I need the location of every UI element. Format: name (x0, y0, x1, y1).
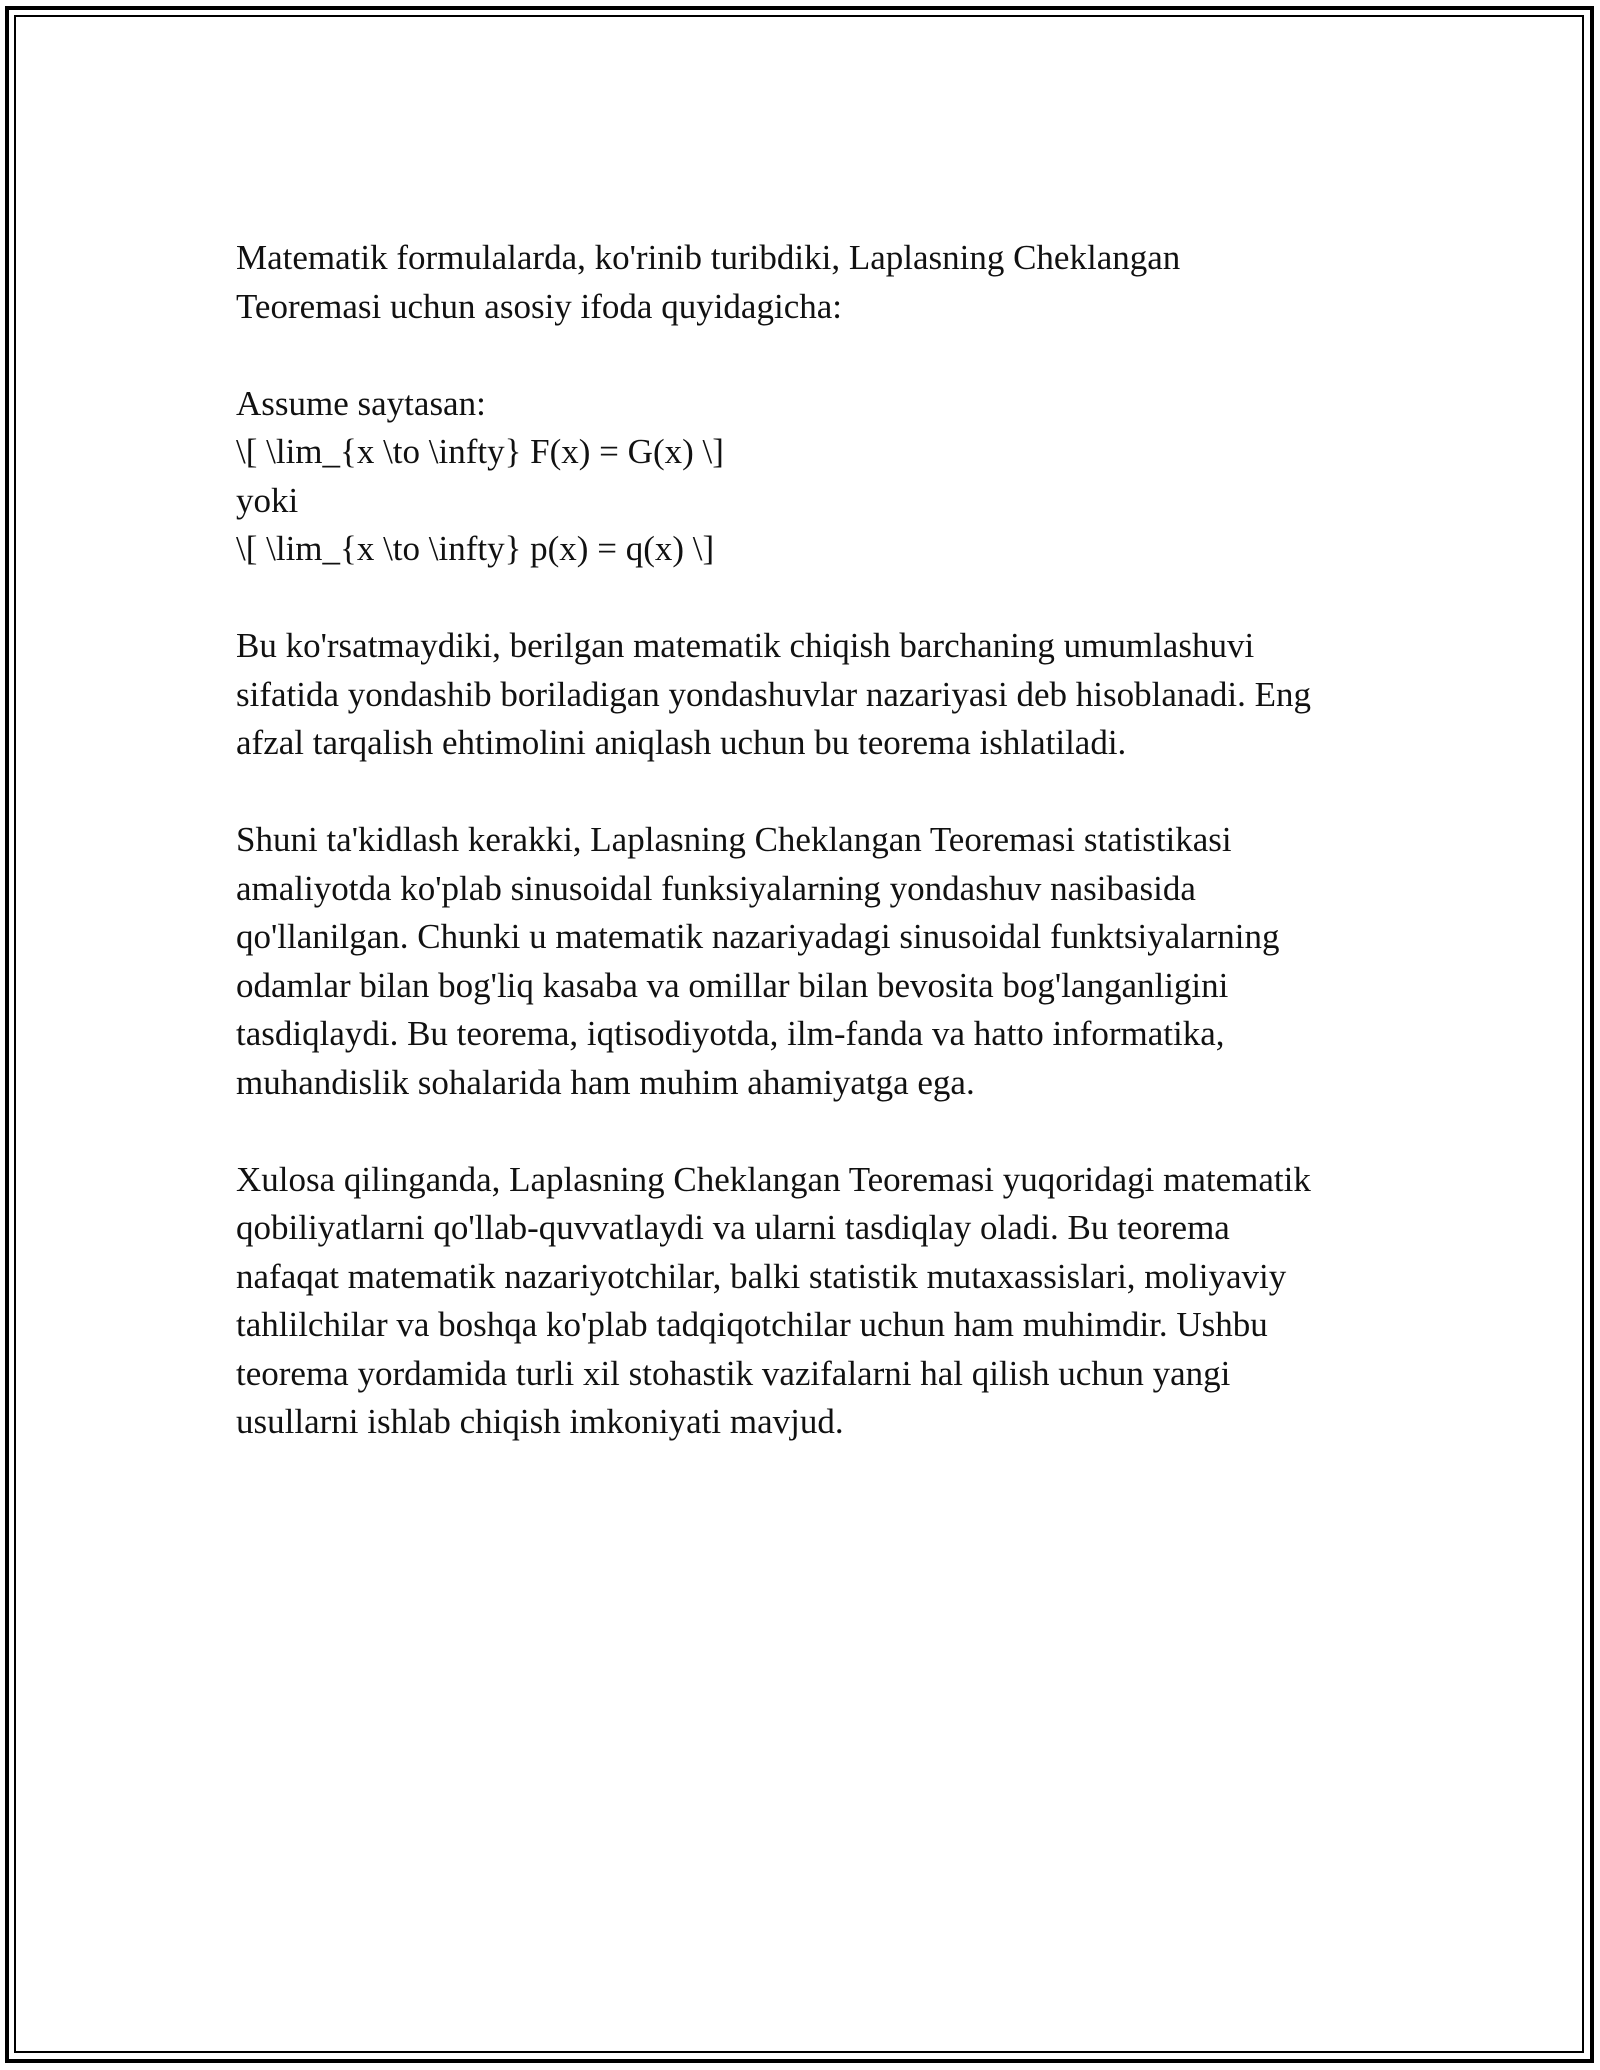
paragraph-2: Bu ko'rsatmaydiki, berilgan matematik chiqish barchaning umumlashuvi sifatida yondashib boriladigan yondashuvlar nazariyasi deb hisoblanadi. Eng afzal tarqalish ehtimolini aniqlash uchun bu teorema ishlatiladi. (236, 626, 1312, 762)
formula-lead: Assume saytasan: (236, 383, 486, 423)
intro-paragraph: Matematik formulalarda, ko'rinib turibdiki, Laplasning Cheklangan Teoremasi uchun asosiy ifoda quyidagicha: (236, 238, 1181, 326)
paragraph-3: Shuni ta'kidlash kerakki, Laplasning Cheklangan Teoremasi statistikasi amaliyotda ko'plab sinusoidal funksiyalarning yondashuv nasibasida qo'llanilgan. Chunki u matematik nazariyadagi sinusoidal funktsiyalarning odamlar bilan bog'liq kasaba va omillar bilan bevosita bog'langanligini tasdiqlaydi. Bu teorema, iqtisodiyotda, ilm-fanda va hatto informatika, muhandislik sohalarida ham muhim ahamiyatga ega. (236, 820, 1280, 1102)
document-body (236, 234, 1376, 1495)
formula-1: \[ \lim_{x \to \infty} F(x) = G(x) \] (236, 432, 724, 471)
paragraph-4: Xulosa qilinganda, Laplasning Cheklangan Teoremasi yuqoridagi matematik qobiliyatlarni qo'llab-quvvatlaydi va ularni tasdiqlay oladi. Bu teorema nafaqat matematik nazariyotchilar, balki statistik mutaxassislari, moliyaviy tahlilchilar va boshqa ko'plab tadqiqotchilar uchun ham muhimdir. Ushbu teorema yordamida turli xil stohastik vazifalarni hal qilish uchun yangi usullarni ishlab chiqish imkoniyati mavjud. (236, 1159, 1311, 1441)
formula-block (236, 380, 1376, 574)
formula-2: \[ \lim_{x \to \infty} p(x) = q(x) \] (236, 529, 715, 568)
formula-connector: yoki (236, 480, 299, 520)
